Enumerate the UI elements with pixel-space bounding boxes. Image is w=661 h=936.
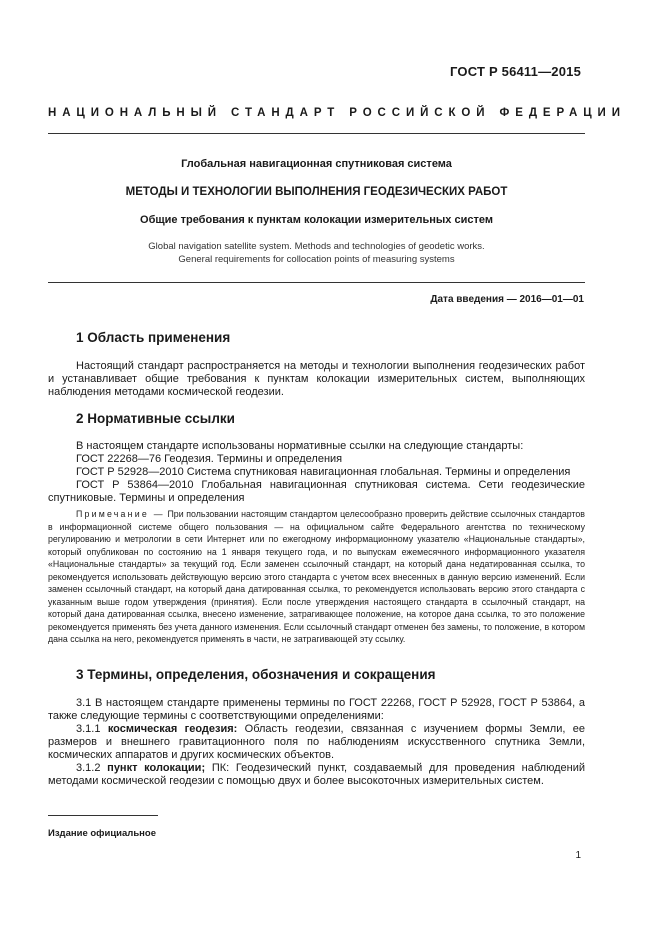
term-text: ПК: Геодезический пункт, создаваемый для проведения наблюдений методами космической геодезии с помощью двух и более высокоточных измерительных систем.	[48, 762, 585, 787]
reference-item: ГОСТ Р 53864—2010 Глобальная навигационная спутниковая система. Сети геодезические спутниковые. Термины и определения	[48, 479, 585, 504]
term-name: пункт колокации;	[107, 762, 206, 774]
section-1-body	[48, 360, 585, 399]
note-label: Примечание —	[76, 509, 165, 519]
note-text: При пользовании настоящим стандартом целесообразно проверить действие ссылочных стандартов в информационной системе общего пользования — на официальном сайте Федерального агентства по техническому регулированию и метрологии в сети Интернет или по ежегодному информационному указателю «Национальные стандарты», который опубликован по состоянию на 1 января текущего года, и по выпускам ежемесячного информационного указателя «Национальные стандарты» за текущий год. Если заменен ссылочный стандарт, на который дана недатированная ссылка, то рекомендуется использовать действующую версию этого стандарта с учетом всех внесенных в данную версию изменений. Если заменен ссылочный стандарт, на который дана датированная ссылка, то рекомендуется использовать версию этого стандарта с указанным выше годом утверждения (принятия). Если после утверждения настоящего стандарта в ссылочный стандарт, на который дана датированная ссылка, внесено изменение, затрагивающее положение, на которое дана ссылка, то это положение рекомендуется применять без учета данного изменения. Если ссылочный стандарт отменен без замены, то положение, в котором дана ссылка на него, рекомендуется применять в части, не затрагивающей эту ссылку.	[48, 509, 585, 644]
english-title-line-1: Global navigation satellite system. Methods and technologies of geodetic works.	[148, 241, 485, 252]
term-text: Область геодезии, связанная с изучением формы Земли, ее размеров и внешнего гравитационного поля по наблюдениям искусственного спутника Земли, космических аппаратов и других космических объектов.	[48, 723, 585, 761]
footer-divider	[48, 815, 158, 816]
term-definition	[48, 723, 585, 762]
official-edition-label: Издание официальное	[48, 828, 156, 839]
title-divider	[48, 282, 585, 283]
date-of-introduction: Дата введения — 2016—01—01	[430, 294, 584, 305]
page-number: 1	[575, 850, 581, 861]
english-title-line-2: General requirements for collocation points of measuring systems	[178, 254, 455, 265]
system-title: Глобальная навигационная спутниковая система	[181, 158, 452, 170]
section-3-body	[48, 697, 585, 788]
section-3-heading: 3 Термины, определения, обозначения и сокращения	[76, 667, 436, 682]
subtitle: Общие требования к пунктам колокации измерительных систем	[140, 214, 493, 226]
section-2-heading: 2 Нормативные ссылки	[76, 411, 235, 426]
term-number: 3.1.2	[76, 762, 101, 774]
section-1-heading: 1 Область применения	[76, 330, 231, 345]
document-number: ГОСТ Р 56411—2015	[450, 64, 581, 79]
reference-item: ГОСТ 22268—76 Геодезия. Термины и определения	[76, 453, 343, 465]
header-divider	[48, 133, 585, 134]
reference-item: ГОСТ Р 52928—2010 Система спутниковая навигационная глобальная. Термины и определения	[76, 466, 571, 478]
note-paragraph	[48, 508, 585, 646]
term-number: 3.1.1	[76, 723, 101, 735]
term-definition	[48, 762, 585, 788]
main-title: МЕТОДЫ И ТЕХНОЛОГИИ ВЫПОЛНЕНИЯ ГЕОДЕЗИЧЕСКИХ РАБОТ	[125, 186, 508, 198]
section-1-paragraph: Настоящий стандарт распространяется на методы и технологии выполнения геодезических работ и устанавливает общие требования к пунктам колокации измерительных систем, выполняющих наблюдения методами космической геодезии.	[48, 360, 585, 398]
note-block	[48, 508, 585, 646]
national-standard-banner: НАЦИОНАЛЬНЫЙ СТАНДАРТ РОССИЙСКОЙ ФЕДЕРАЦИИ	[48, 107, 626, 119]
terms-intro: 3.1 В настоящем стандарте применены термины по ГОСТ 22268, ГОСТ Р 52928, ГОСТ Р 53864, а также следующие термины с соответствующими определениями:	[48, 697, 585, 722]
section-2-body	[48, 440, 585, 505]
english-title	[48, 240, 585, 266]
references-intro: В настоящем стандарте использованы нормативные ссылки на следующие стандарты:	[76, 440, 524, 452]
term-name: космическая геодезия:	[107, 723, 238, 735]
